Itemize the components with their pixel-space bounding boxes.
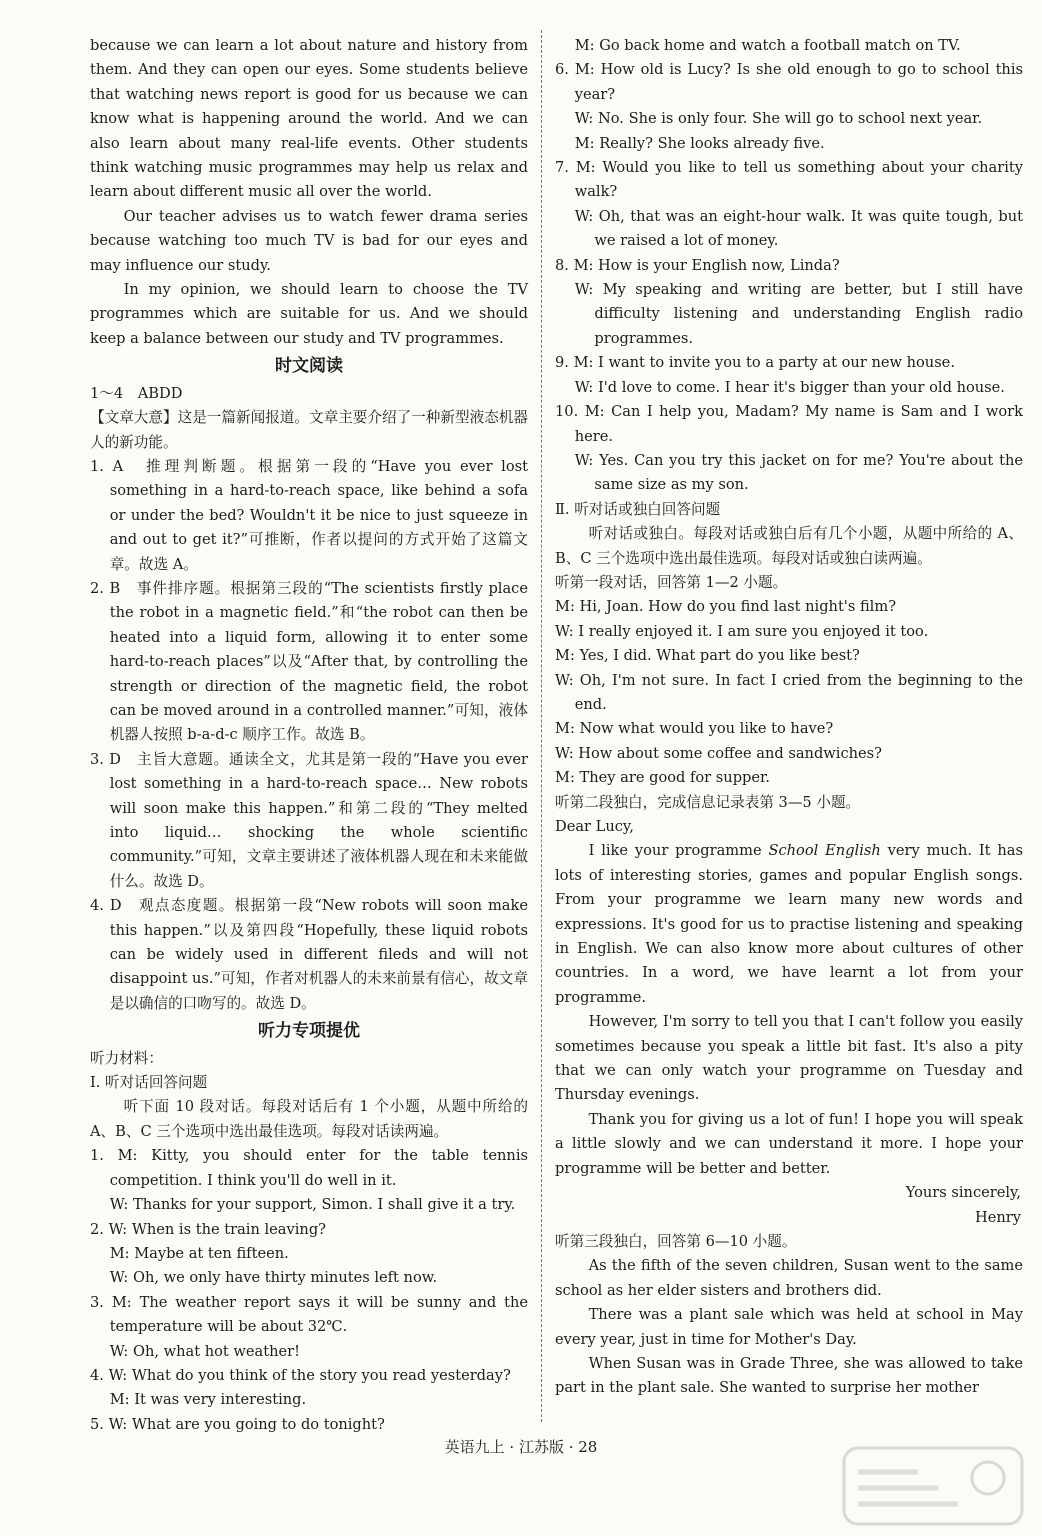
letter-para-3: Thank you for giving us a lot of fun! I hope you will speak a little slowly and we can understand it more. I hope your programme will be better and better. bbox=[555, 1110, 1023, 1177]
dialogue-line: 7. M: Would you like to tell us something about your charity walk? bbox=[555, 159, 1023, 201]
section-label: 听第一段对话，回答第 1—2 小题。 bbox=[555, 573, 788, 591]
listening-heading: 听力专项提优 bbox=[258, 1021, 360, 1042]
explanation-3: 3. D 主旨大意题。通读全文，尤其是第一段的“Have you ever lost something in a hard-to-reach space… New robots will soon make this happen.”和第二段的“They melted into liquid… shocking the whole scientific community.”可知，文章主要讲述了液体机器人现在和未来能做什么。故选 D。 bbox=[90, 750, 528, 890]
letter-para-1 bbox=[555, 839, 1023, 1010]
dialogue-line: 9. M: I want to invite you to a party at our new house. bbox=[555, 354, 955, 372]
monologue-para-1: As the fifth of the seven children, Susan went to the same school as her elder sisters and brothers did. bbox=[555, 1257, 1023, 1299]
dialogue-line: W: Yes. Can you try this jacket on for me? You're about the same size as my son. bbox=[574, 451, 1023, 494]
dialogue-line: 1. M: Kitty, you should enter for the table tennis competition. I think you'll do well in it. bbox=[90, 1147, 528, 1189]
page-footer: 英语九上 · 江苏版 · 28 bbox=[444, 1438, 598, 1456]
letter-para-2: However, I'm sorry to tell you that I can't follow you easily sometimes because you speak a little bit fast. It's also a pity that we can only watch your programme on Tuesday and Thursday evenings. bbox=[555, 1013, 1023, 1104]
essay-para-3: In my opinion, we should learn to choose the TV programmes which are suitable for us. And we should keep a balance between our study and TV programmes. bbox=[90, 281, 528, 347]
essay-para-1: because we can learn a lot about nature and history from them. And they can open our eyes. Some students believe that watching news report is good for us because we can know what is happening around the world. And we can also learn about many real-life events. Other students think watching music programmes may help us relax and learn about different music all over the world. bbox=[90, 37, 528, 201]
monologue-para-3: When Susan was in Grade Three, she was allowed to take part in the plant sale. She wanted to surprise her mother bbox=[555, 1354, 1023, 1397]
dialogue-line: M: Maybe at ten fifteen. bbox=[109, 1244, 289, 1262]
dialogue-line: 8. M: How is your English now, Linda? bbox=[555, 256, 840, 274]
column-divider bbox=[541, 30, 542, 1422]
dialogue-line: 2. W: When is the train leaving? bbox=[90, 1220, 326, 1238]
letter-closing: Yours sincerely, bbox=[905, 1184, 1021, 1202]
left-column bbox=[90, 34, 528, 1437]
dialogue-line: 6. M: How old is Lucy? Is she old enough to go to school this year? bbox=[555, 61, 1023, 103]
right-column bbox=[555, 34, 1023, 1401]
essay-para-2: Our teacher advises us to watch fewer drama series because watching too much TV is bad for our eyes and may influence our study. bbox=[90, 207, 528, 274]
dialogue-line: M: It was very interesting. bbox=[109, 1391, 307, 1409]
section-label: 听第三段独白，回答第 6—10 小题。 bbox=[555, 1232, 797, 1250]
letter-text: very much. It has lots of interesting stories, games and popular English songs. From your programme we learn many new words and expressions. It's good for us to practise listening and speaking in English. We can also know more about cultures of other countries. In a word, we have learnt a lot from your programme. bbox=[555, 842, 1023, 1006]
explanation-2: 2. B 事件排序题。根据第三段的“The scientists firstly place the robot in a magnetic field.”和“the robot can then be heated into a liquid form, allowing it to enter some hard-to-reach places”以及“After that, by controlling the strength or direction of the magnetic field, the robot can be moved around in a controlled manner.”可知，液体机器人按照 b-a-d-c 顺序工作。故选 B。 bbox=[90, 579, 528, 744]
article-summary: 【文章大意】这是一篇新闻报道。文章主要介绍了一种新型液态机器人的新功能。 bbox=[90, 409, 528, 451]
part1-title: Ⅰ. 听对话回答问题 bbox=[90, 1074, 208, 1092]
dialogue-line: M: Now what would you like to have? bbox=[555, 720, 834, 738]
dialogue-line: M: Go back home and watch a football match on TV. bbox=[574, 37, 961, 54]
dialogue-line: 3. M: The weather report says it will be sunny and the temperature will be about 32℃. bbox=[90, 1293, 528, 1336]
dialogue-line: W: Thanks for your support, Simon. I shall give it a try. bbox=[109, 1196, 516, 1214]
dialogue-line: W: My speaking and writing are better, but I still have difficulty listening and understanding English radio programmes. bbox=[574, 281, 1023, 347]
monologue-para-2: There was a plant sale which was held at school in May every year, just in time for Mother's Day. bbox=[555, 1306, 1023, 1348]
dialogue-line: 4. W: What do you think of the story you read yesterday? bbox=[90, 1366, 511, 1384]
dialogue-line: 10. M: Can I help you, Madam? My name is Sam and I work here. bbox=[555, 403, 1023, 445]
dialogue-line: W: Oh, that was an eight-hour walk. It was quite tough, but we raised a lot of money. bbox=[574, 207, 1023, 250]
part2-title: Ⅱ. 听对话或独白回答问题 bbox=[555, 500, 721, 518]
dialogue-line: W: No. She is only four. She will go to school next year. bbox=[574, 110, 983, 128]
answer-key: 1～4 ABDD bbox=[90, 384, 183, 402]
letter-greeting: Dear Lucy, bbox=[555, 818, 634, 835]
explanation-1: 1. A 推理判断题。根据第一段的“Have you ever lost something in a hard-to-reach space, like behind a sofa or under the bed? Wouldn't it be nice to just squeeze in and out to get it?”可推断，作者以提问的方式开始了这篇文章。故选 A。 bbox=[90, 457, 528, 573]
dialogue-line: W: I really enjoyed it. I am sure you enjoyed it too. bbox=[555, 622, 929, 640]
dialogue-line: M: They are good for supper. bbox=[555, 769, 771, 787]
watermark-logo bbox=[838, 1442, 1028, 1530]
dialogue-line: W: Oh, we only have thirty minutes left now. bbox=[109, 1269, 438, 1287]
dialogue-line: W: Oh, I'm not sure. In fact I cried from the beginning to the end. bbox=[555, 671, 1023, 713]
dialogue-line: W: How about some coffee and sandwiches? bbox=[555, 744, 882, 762]
dialogue-line: M: Really? She looks already five. bbox=[574, 134, 825, 152]
explanation-4: 4. D 观点态度题。根据第一段“New robots will soon make this happen.”以及第四段“Hopefully, these liquid robots can be widely used in different fileds and will not disappoint us.”可知，作者对机器人的未来前景有信心，故文章是以确信的口吻写的。故选 D。 bbox=[90, 897, 528, 1012]
dialogue-line: M: Yes, I did. What part do you like best? bbox=[555, 647, 860, 665]
dialogue-line: W: Oh, what hot weather! bbox=[109, 1342, 300, 1360]
letter-signature: Henry bbox=[975, 1208, 1021, 1226]
part1-instructions: 听下面 10 段对话。每段对话后有 1 个小题，从题中所给的 A、B、C 三个选项中选出最佳选项。每段对话读两遍。 bbox=[90, 1098, 528, 1140]
letter-text: I like your programme bbox=[588, 842, 769, 860]
material-label: 听力材料： bbox=[90, 1049, 163, 1067]
reading-heading: 时文阅读 bbox=[275, 356, 343, 377]
part2-instructions: 听对话或独白。每段对话或独白后有几个小题，从题中所给的 A、B、C 三个选项中选出最佳选项。每段对话或独白读两遍。 bbox=[555, 525, 1023, 567]
dialogue-line: 5. W: What are you going to do tonight? bbox=[90, 1415, 385, 1433]
section-label: 听第二段独白，完成信息记录表第 3—5 小题。 bbox=[555, 793, 861, 811]
dialogue-line: M: Hi, Joan. How do you find last night's film? bbox=[555, 598, 897, 616]
programme-title: School English bbox=[768, 842, 881, 860]
dialogue-line: W: I'd love to come. I hear it's bigger than your old house. bbox=[574, 378, 1005, 396]
